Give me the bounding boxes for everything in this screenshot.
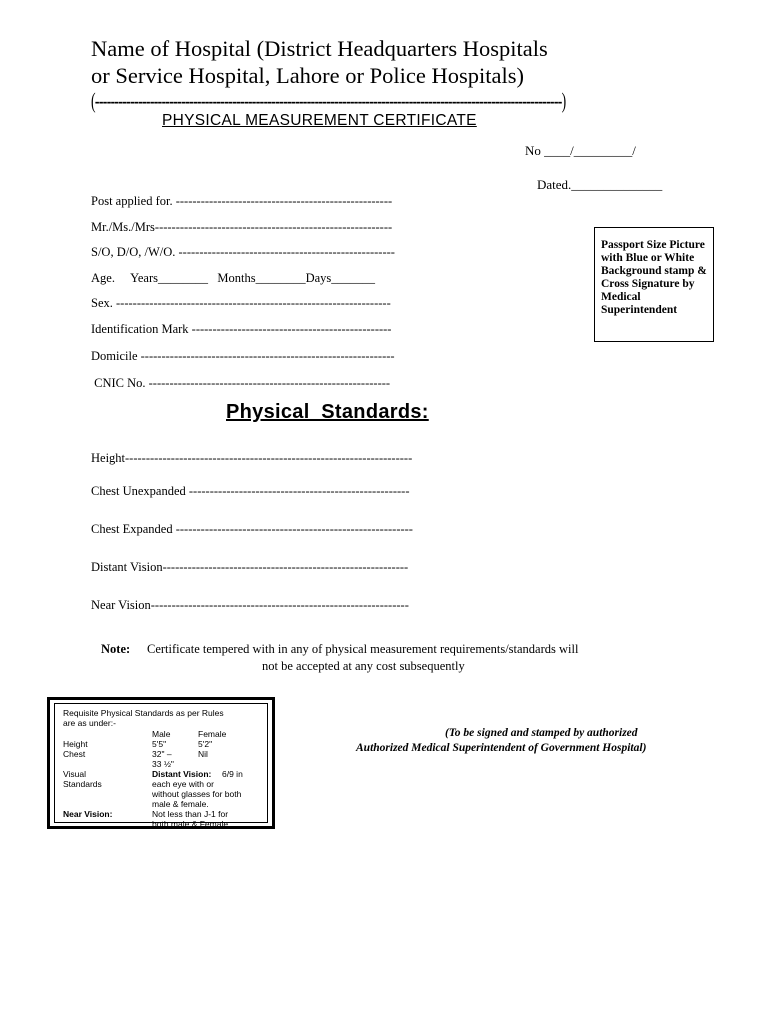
distant-vision-field: Distant Vision----------------------------------------------------------- — [91, 560, 409, 574]
rules-height-female: 5'2" — [198, 739, 213, 749]
date-field: Dated.______________ — [537, 177, 663, 192]
rules-near-value-2: both male & Female — [152, 819, 229, 829]
cnic-field: CNIC No. ---------------------------------------------------------- — [91, 376, 391, 390]
rules-intro-1: Requisite Physical Standards as per Rules — [63, 708, 224, 718]
domicile-field: Domicile ------------------------------------------------------------- — [91, 349, 395, 363]
rules-col-female: Female — [198, 729, 227, 739]
post-applied-field: Post applied for. ---------------------------------------------------- — [91, 194, 393, 208]
requisite-standards-box — [47, 697, 275, 829]
near-vision-field: Near Vision-------------------------------------------------------------- — [91, 598, 409, 612]
note-line-2: not be accepted at any cost subsequently — [262, 659, 465, 673]
rules-visual-label-2: Standards — [63, 779, 102, 789]
rules-height-male: 5'5" — [152, 739, 167, 749]
rules-chest-male-2: 33 ½" — [152, 759, 174, 769]
rules-intro-2: are as under:- — [63, 718, 116, 728]
certificate-title: PHYSICAL MEASUREMENT CERTIFICATE — [162, 112, 477, 129]
rules-near-label: Near Vision: — [63, 809, 113, 819]
rules-col-male: Male — [152, 729, 171, 739]
rules-height-label: Height — [63, 739, 88, 749]
hospital-name-line-1: Name of Hospital (District Headquarters Hospitals — [91, 36, 548, 61]
chest-unexpanded-field: Chest Unexpanded ----------------------------------------------------- — [91, 484, 410, 498]
certificate-number: No ____/_________/ — [525, 143, 636, 158]
rules-visual-label-1: Visual — [63, 769, 86, 779]
height-field: Height--------------------------------------------------------------------- — [91, 451, 413, 465]
note-label: Note: — [101, 642, 131, 656]
note-line-1: Certificate tempered with in any of physical measurement requirements/standards will — [147, 642, 579, 656]
hospital-name-line-2: or Service Hospital, Lahore or Police Hospitals) — [91, 63, 525, 88]
requisite-standards-inner — [54, 703, 268, 829]
rules-distant-value-4: male & female. — [152, 799, 209, 809]
rules-chest-male: 32" – — [152, 749, 172, 759]
signature-line-2: Authorized Medical Superintendent of Government Hospital) — [356, 742, 647, 754]
identification-mark-field: Identification Mark ------------------------------------------------ — [91, 322, 392, 336]
passport-photo-box: Passport Size Picture with Blue or White Background stamp & Cross Signature by Medical Superintendent — [594, 227, 714, 342]
age-field: Age. Years________ Months________Days_______ — [91, 271, 376, 285]
rules-distant-value-2: each eye with or — [152, 779, 214, 789]
chest-expanded-field: Chest Expanded --------------------------------------------------------- — [91, 522, 413, 536]
sex-field: Sex. ------------------------------------------------------------------ — [91, 296, 391, 310]
hospital-name-blank: (-----------------------------------------------------------------------------------------------------------------------) — [91, 88, 566, 113]
rules-chest-female: Nil — [198, 749, 208, 759]
rules-near-value-1: Not less than J-1 for — [152, 809, 229, 819]
name-field: Mr./Ms./Mrs--------------------------------------------------------- — [91, 220, 393, 234]
parent-field: S/O, D/O, /W/O. ---------------------------------------------------- — [91, 245, 395, 259]
rules-distant-value-3: without glasses for both — [152, 789, 242, 799]
physical-standards-heading: Physical Standards: — [226, 401, 429, 423]
rules-chest-label: Chest — [63, 749, 86, 759]
rules-distant-label: Distant Vision: — [152, 769, 212, 779]
rules-distant-value-1: 6/9 in — [222, 769, 243, 779]
signature-line-1: (To be signed and stamped by authorized — [445, 727, 638, 739]
